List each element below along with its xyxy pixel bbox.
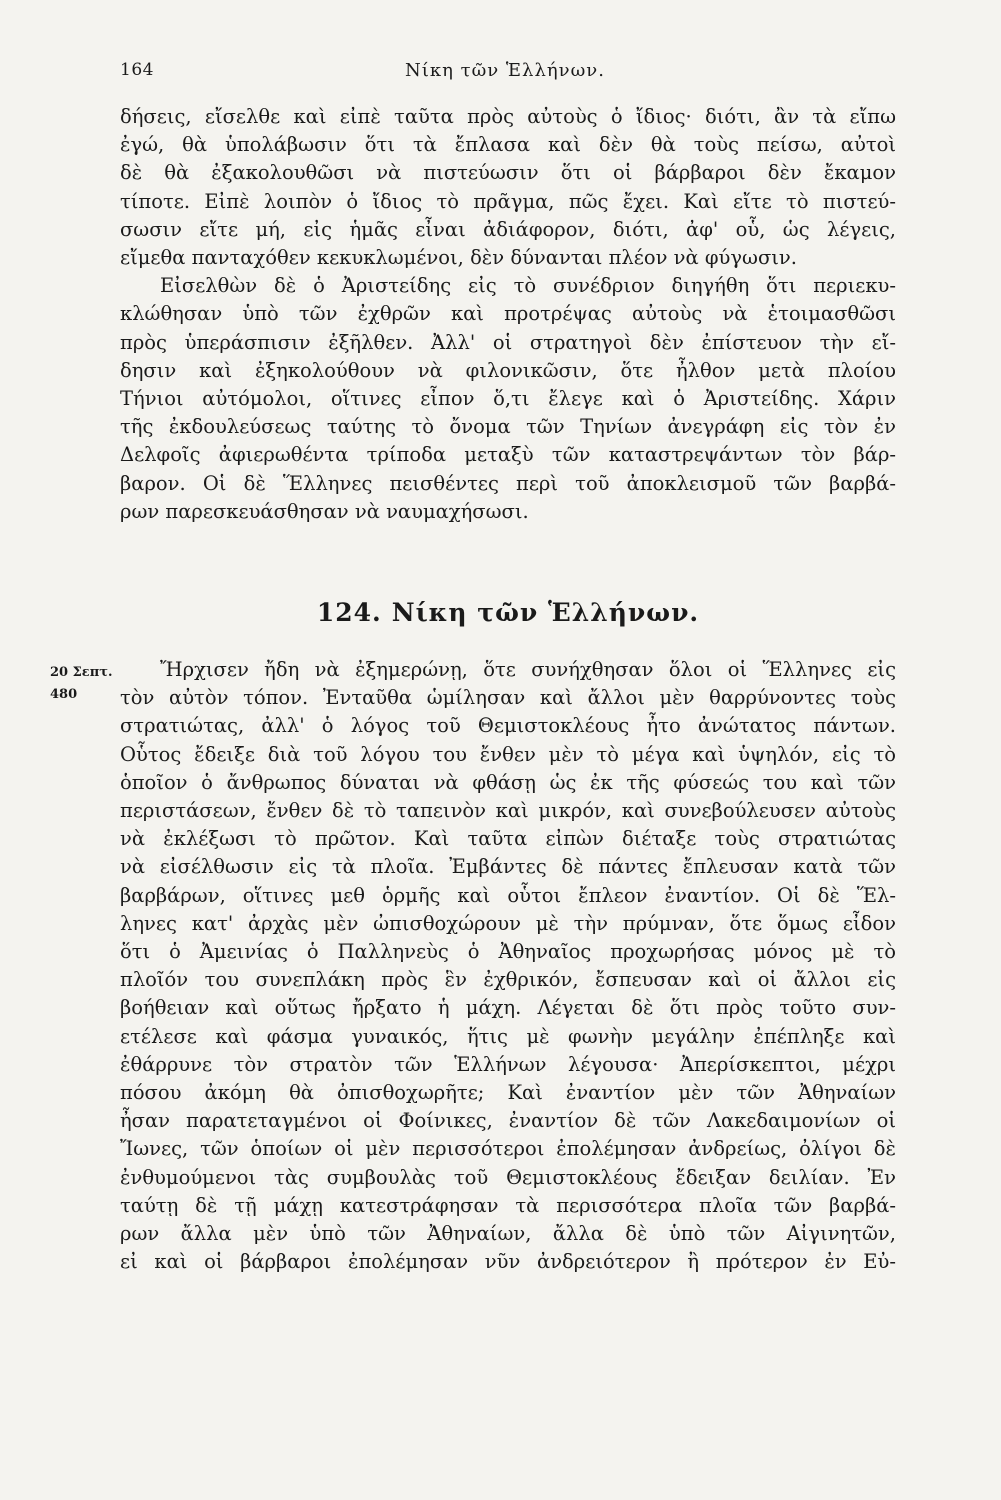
text-line: ὅτι ὁ Ἀμεινίας ὁ Παλληνεὺς ὁ Ἀθηναῖος προχωρήσας μόνος μὲ τὸ xyxy=(120,940,896,964)
text-line: τὸν αὐτὸν τόπον. Ἐνταῦθα ὡμίλησαν καὶ ἄλλοι μὲν θαρρύνοντες τοὺς xyxy=(120,686,896,710)
margin-date: 20 Σεπτ. xyxy=(50,665,113,680)
text-line: Εἰσελθὼν δὲ ὁ Ἀριστείδης εἰς τὸ συνέδριον διηγήθη ὅτι περιεκυ- xyxy=(160,274,896,298)
page-number: 164 xyxy=(120,60,154,80)
paragraph-continued xyxy=(120,103,896,526)
margin-year: 480 xyxy=(50,687,78,702)
text-line: σωσιν εἴτε μή, εἰς ἡμᾶς εἶναι ἀδιάφορον, διότι, ἀφ' οὗ, ὡς λέγεις, xyxy=(120,217,896,241)
text-line: Δελφοῖς ἀφιερωθέντα τρίποδα μεταξὺ τῶν καταστρεψάντων τὸν βάρ- xyxy=(120,443,896,467)
text-line: βαρβάρων, οἵτινες μεθ ὁρμῆς καὶ οὗτοι ἔπλεον ἐναντίον. Οἱ δὲ Ἕλ- xyxy=(120,883,896,907)
text-line: ρων ἄλλα μὲν ὑπὸ τῶν Ἀθηναίων, ἄλλα δὲ ὑπὸ τῶν Αἰγινητῶν, xyxy=(120,1222,896,1246)
text-line: ἐθάρρυνε τὸν στρατὸν τῶν Ἑλλήνων λέγουσα· Ἀπερίσκεπτοι, μέχρι xyxy=(120,1052,896,1076)
text-line: δησιν καὶ ἐξηκολούθουν νὰ φιλονικῶσιν, ὅτε ἦλθον μετὰ πλοίου xyxy=(120,358,896,382)
text-line: νὰ ἐκλέξωσι τὸ πρῶτον. Καὶ ταῦτα εἰπὼν διέταξε τοὺς στρατιώτας xyxy=(120,827,896,851)
text-line: Οὗτος ἔδειξε διὰ τοῦ λόγου του ἔνθεν μὲν τὸ μέγα καὶ ὑψηλόν, εἰς τὸ xyxy=(120,742,896,766)
text-line: Ἴωνες, τῶν ὁποίων οἱ μὲν περισσότεροι ἐπολέμησαν ἀνδρείως, ὀλίγοι δὲ xyxy=(120,1137,896,1161)
text-line: ἐγώ, θὰ ὑπολάβωσιν ὅτι τὰ ἔπλασα καὶ δὲν θὰ τοὺς πείσω, αὐτοὶ xyxy=(120,133,896,157)
text-line: Ἤρχισεν ἤδη νὰ ἐξημερώνῃ, ὅτε συνήχθησαν ὅλοι οἱ Ἕλληνες εἰς xyxy=(160,658,896,681)
text-line: τίποτε. Εἰπὲ λοιπὸν ὁ ἴδιος τὸ πρᾶγμα, πῶς ἔχει. Καὶ εἴτε τὸ πιστεύ- xyxy=(120,189,896,213)
text-line: βοήθειαν καὶ οὕτως ἤρξατο ἡ μάχη. Λέγεται δὲ ὅτι πρὸς τοῦτο συν- xyxy=(120,996,896,1020)
text-line: εἰ καὶ οἱ βάρβαροι ἐπολέμησαν νῦν ἀνδρειότερον ἢ πρότερον ἐν Εὐ- xyxy=(120,1250,896,1274)
text-line: νὰ εἰσέλθωσιν εἰς τὰ πλοῖα. Ἐμβάντες δὲ πάντες ἔπλευσαν κατὰ τῶν xyxy=(120,855,896,879)
text-line: Τήνιοι αὐτόμολοι, οἵτινες εἶπον ὅ,τι ἔλεγε καὶ ὁ Ἀριστείδης. Χάριν xyxy=(120,387,896,411)
text-line: εἴμεθα πανταχόθεν κεκυκλωμένοι, δὲν δύνανται πλέον νὰ φύγωσιν. xyxy=(120,246,797,270)
section-title: Νίκη τῶν Ἑλλήνων. xyxy=(391,598,700,627)
text-line: ἐνθυμούμενοι τὰς συμβουλὰς τοῦ Θεμιστοκλέους ἔδειξαν δειλίαν. Ἐν xyxy=(120,1165,896,1189)
text-line: ληνες κατ' ἀρχὰς μὲν ὠπισθοχώρουν μὲ τὴν πρύμναν, ὅτε ὅμως εἶδον xyxy=(120,911,896,935)
margin-date-note xyxy=(50,662,113,706)
text-line: πρὸς ὑπεράσπισιν ἐξῆλθεν. Ἀλλ' οἱ στρατηγοὶ δὲν ἐπίστευον τὴν εἴ- xyxy=(120,330,896,354)
text-line: βαρον. Οἱ δὲ Ἕλληνες πεισθέντες περὶ τοῦ ἀποκλεισμοῦ τῶν βαρβά- xyxy=(120,471,896,495)
text-line: κλώθησαν ὑπὸ τῶν ἐχθρῶν καὶ προτρέψας αὐτοὺς νὰ ἑτοιμασθῶσι xyxy=(120,302,896,326)
text-line: στρατιώτας, ἀλλ' ὁ λόγος τοῦ Θεμιστοκλέους ἦτο ἀνώτατος πάντων. xyxy=(120,714,896,738)
text-line: τῆς ἐκδουλεύσεως ταύτης τὸ ὄνομα τῶν Τηνίων ἀνεγράφη εἰς τὸν ἐν xyxy=(120,415,896,439)
text-line: δήσεις, εἴσελθε καὶ εἰπὲ ταῦτα πρὸς αὐτοὺς ὁ ἴδιος· διότι, ἂν τὰ εἴπω xyxy=(120,105,896,128)
running-head-title: Νίκη τῶν Ἑλλήνων. xyxy=(405,60,605,81)
text-line: δὲ θὰ ἐξακολουθῶσι νὰ πιστεύωσιν ὅτι οἱ βάρβαροι δὲν ἔκαμον xyxy=(120,161,896,185)
text-line: ρων παρεσκευάσθησαν νὰ ναυμαχήσωσι. xyxy=(120,499,529,523)
text-line: ὁποῖον ὁ ἄνθρωπος δύναται νὰ φθάσῃ ὡς ἐκ τῆς φύσεώς του καὶ τῶν xyxy=(120,770,896,794)
text-line: ετέλεσε καὶ φάσμα γυναικός, ἥτις μὲ φωνὴν μεγάλην ἐπέπληξε καὶ xyxy=(120,1024,896,1048)
running-head xyxy=(120,60,890,90)
section-number: 124. xyxy=(316,598,382,627)
text-line: περιστάσεων, ἔνθεν δὲ τὸ ταπεινὸν καὶ μικρόν, καὶ συνεβούλευσεν αὐτοὺς xyxy=(120,799,896,823)
section-heading xyxy=(120,598,896,627)
text-line: πόσου ἀκόμη θὰ ὀπισθοχωρῆτε; Καὶ ἐναντίον μὲν τῶν Ἀθηναίων xyxy=(120,1081,896,1105)
text-line: ἦσαν παρατεταγμένοι οἱ Φοίνικες, ἐναντίον δὲ τῶν Λακεδαιμονίων οἱ xyxy=(120,1109,896,1133)
section-paragraph xyxy=(120,656,896,1276)
text-line: ταύτῃ δὲ τῇ μάχῃ κατεστράφησαν τὰ περισσότερα πλοῖα τῶν βαρβά- xyxy=(120,1193,896,1217)
text-line: πλοῖόν του συνεπλάκη πρὸς ἓν ἐχθρικόν, ἔσπευσαν καὶ οἱ ἄλλοι εἰς xyxy=(120,968,896,992)
